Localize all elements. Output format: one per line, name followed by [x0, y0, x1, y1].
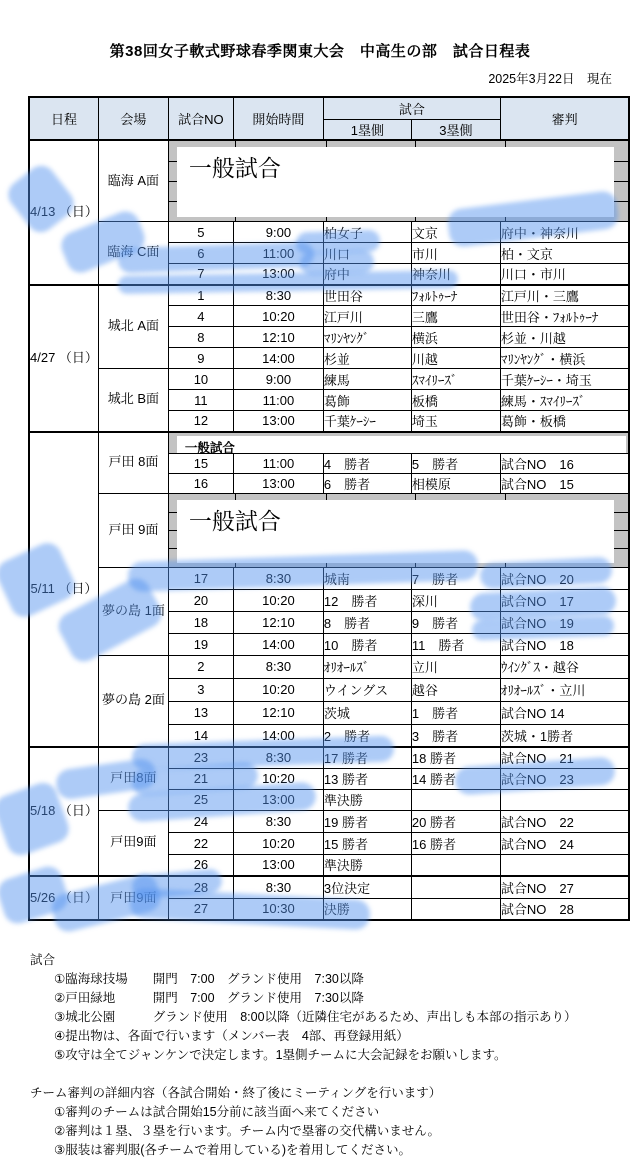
cell-no: 26: [168, 854, 233, 876]
cell-time: 8:30: [233, 285, 323, 306]
cell-no: 13: [168, 701, 233, 724]
cell-third: 市川: [411, 243, 500, 264]
cell-first: ｵﾘｵｰﾙｽﾞ: [323, 655, 411, 678]
cell-third: 9 勝者: [411, 611, 500, 633]
cell-no: 18: [168, 611, 233, 633]
cell-time: 14:00: [233, 724, 323, 747]
cell-time: 10:20: [233, 306, 323, 327]
cell-time: 11:00: [233, 390, 323, 411]
col-header-umpire: 審判: [500, 97, 629, 140]
cell-first: 世田谷: [323, 285, 411, 306]
cell-third: 越谷: [411, 678, 500, 701]
page-title: 第38回女子軟式野球春季関東大会 中高生の部 試合日程表: [109, 43, 531, 60]
general-game-label: 一般試合: [177, 147, 615, 217]
cell-third: 深川: [411, 589, 500, 611]
cell-first: 川口: [323, 243, 411, 264]
cell-venue: 臨海 A面: [98, 140, 168, 222]
cell-venue: 城北 A面: [98, 285, 168, 369]
cell-third: 板橋: [411, 390, 500, 411]
notes-game-heading: 試合: [30, 953, 56, 967]
cell-ump: ｳｲﾝｸﾞｽ・越谷: [500, 655, 629, 678]
col-header-venue: 会場: [98, 97, 168, 140]
cell-time: 13:00: [233, 411, 323, 432]
cell-ump: 試合NO 27: [500, 876, 629, 898]
cell-no: 8: [168, 327, 233, 348]
cell-time: 13:00: [233, 789, 323, 810]
cell-ump: 府中・神奈川: [500, 222, 629, 243]
cell-date: 4/27 （日）: [29, 285, 98, 432]
cell-venue: 夢の島 1面: [98, 567, 168, 655]
cell-time: 10:30: [233, 898, 323, 920]
cell-ump: 川口・市川: [500, 264, 629, 285]
cell-third: 16 勝者: [411, 832, 500, 854]
schedule-table-body: [29, 140, 629, 920]
cell-third: 18 勝者: [411, 747, 500, 768]
cell-ump: 練馬・ｽﾏｲﾘｰｽﾞ: [500, 390, 629, 411]
cell-first: 練馬: [323, 369, 411, 390]
col-header-game-no: 試合NO: [168, 97, 233, 140]
cell-first: 府中: [323, 264, 411, 285]
cell-first: ﾏﾘﾝﾔﾝｸﾞ: [323, 327, 411, 348]
cell-no: 16: [168, 473, 233, 493]
cell-ump: 試合NO 17: [500, 589, 629, 611]
cell-no: 25: [168, 789, 233, 810]
cell-no: 9: [168, 348, 233, 369]
cell-time: 12:10: [233, 701, 323, 724]
cell-date: 4/13 （日）: [29, 140, 98, 285]
cell-first: 8 勝者: [323, 611, 411, 633]
cell-time: 10:20: [233, 589, 323, 611]
cell-first: 準決勝: [323, 789, 411, 810]
col-header-game: 試合: [323, 97, 500, 119]
cell-first: 12 勝者: [323, 589, 411, 611]
cell-ump: 葛飾・板橋: [500, 411, 629, 432]
cell-time: 13:00: [233, 854, 323, 876]
notes-game-items: [30, 970, 640, 1065]
cell-third: 立川: [411, 655, 500, 678]
cell-time: 8:30: [233, 567, 323, 589]
cell-venue: 臨海 C面: [98, 222, 168, 285]
cell-no: 4: [168, 306, 233, 327]
cell-first: 10 勝者: [323, 633, 411, 655]
cell-first: 4 勝者: [323, 453, 411, 473]
cell-first: 葛飾: [323, 390, 411, 411]
cell-third: ｽﾏｲﾘｰｽﾞ: [411, 369, 500, 390]
notes-umpire-items: [30, 1103, 640, 1160]
cell-third: 3 勝者: [411, 724, 500, 747]
cell-third: 神奈川: [411, 264, 500, 285]
cell-time: 11:00: [233, 243, 323, 264]
cell-first: ウイングス: [323, 678, 411, 701]
cell-first: 2 勝者: [323, 724, 411, 747]
cell-third: 5 勝者: [411, 453, 500, 473]
cell-ump: 試合NO 20: [500, 567, 629, 589]
cell-first: 15 勝者: [323, 832, 411, 854]
general-game-band: [168, 140, 629, 222]
cell-no: 11: [168, 390, 233, 411]
cell-ump: 茨城・1勝者: [500, 724, 629, 747]
cell-ump: 試合NO 22: [500, 810, 629, 832]
cell-third: [411, 876, 500, 898]
note-item: ③城北公園 グランド使用 8:00以降（近隣住宅があるため、声出しも本部の指示あり）: [54, 1010, 577, 1024]
cell-no: 17: [168, 567, 233, 589]
cell-no: 23: [168, 747, 233, 768]
cell-first: 茨城: [323, 701, 411, 724]
cell-time: 10:20: [233, 768, 323, 789]
note-item: ①審判のチームは試合開始15分前に該当面へ来てください: [54, 1105, 380, 1119]
general-game-band-small: [168, 432, 629, 454]
cell-time: 13:00: [233, 264, 323, 285]
cell-no: 24: [168, 810, 233, 832]
cell-first: 決勝: [323, 898, 411, 920]
cell-first: 城南: [323, 567, 411, 589]
cell-third: [411, 898, 500, 920]
cell-third: 三鷹: [411, 306, 500, 327]
cell-time: 12:10: [233, 611, 323, 633]
cell-time: 8:30: [233, 876, 323, 898]
cell-no: 3: [168, 678, 233, 701]
notes-game: [30, 951, 640, 1160]
cell-third: 7 勝者: [411, 567, 500, 589]
cell-venue: 戸田9面: [98, 876, 168, 920]
note-item: ②戸田緑地 開門 7:00 グランド使用 7:30以降: [54, 991, 364, 1005]
note-item: ④提出物は、各面で行います（メンバー表 4部、再登録用紙）: [54, 1029, 409, 1043]
cell-ump: 試合NO 14: [500, 701, 629, 724]
cell-no: 7: [168, 264, 233, 285]
cell-ump: 柏・文京: [500, 243, 629, 264]
cell-first: 千葉ｹｰｼｰ: [323, 411, 411, 432]
cell-ump: 試合NO 23: [500, 768, 629, 789]
col-header-first-base: 1塁側: [323, 119, 411, 140]
cell-ump: 世田谷・ﾌｫﾙﾄｩｰﾅ: [500, 306, 629, 327]
cell-third: 相模原: [411, 473, 500, 493]
cell-ump: ｵﾘｵｰﾙｽﾞ・立川: [500, 678, 629, 701]
cell-third: 埼玉: [411, 411, 500, 432]
cell-time: 12:10: [233, 327, 323, 348]
cell-first: 17 勝者: [323, 747, 411, 768]
cell-no: 1: [168, 285, 233, 306]
col-header-third-base: 3塁側: [411, 119, 500, 140]
general-game-label: 一般試合: [177, 436, 627, 453]
cell-ump: ﾏﾘﾝﾔﾝｸﾞ・横浜: [500, 348, 629, 369]
cell-ump: 試合NO 18: [500, 633, 629, 655]
cell-third: 11 勝者: [411, 633, 500, 655]
cell-venue: 戸田 9面: [98, 493, 168, 567]
cell-ump: 試合NO 19: [500, 611, 629, 633]
cell-date: 5/26 （日）: [29, 876, 98, 920]
cell-venue: 戸田9面: [98, 810, 168, 876]
cell-time: 10:20: [233, 678, 323, 701]
cell-no: 27: [168, 898, 233, 920]
cell-date: 5/11 （日）: [29, 432, 98, 748]
cell-ump: 千葉ｹｰｼｰ・埼玉: [500, 369, 629, 390]
cell-no: 28: [168, 876, 233, 898]
cell-third: ﾌｫﾙﾄｩｰﾅ: [411, 285, 500, 306]
cell-no: 12: [168, 411, 233, 432]
cell-third: [411, 854, 500, 876]
cell-third: 14 勝者: [411, 768, 500, 789]
cell-no: 10: [168, 369, 233, 390]
cell-no: 21: [168, 768, 233, 789]
cell-no: 20: [168, 589, 233, 611]
cell-first: 3位決定: [323, 876, 411, 898]
cell-time: 8:30: [233, 810, 323, 832]
cell-time: 9:00: [233, 369, 323, 390]
cell-ump: 試合NO 16: [500, 453, 629, 473]
cell-time: 13:00: [233, 473, 323, 493]
cell-ump: 試合NO 28: [500, 898, 629, 920]
note-item: ⑤攻守は全てジャンケンで決定します。1塁側チームに大会記録をお願いします。: [54, 1048, 507, 1062]
cell-ump: [500, 854, 629, 876]
cell-time: 9:00: [233, 222, 323, 243]
cell-time: 11:00: [233, 453, 323, 473]
col-header-start-time: 開始時間: [233, 97, 323, 140]
cell-first: 江戸川: [323, 306, 411, 327]
cell-first: 13 勝者: [323, 768, 411, 789]
cell-no: 15: [168, 453, 233, 473]
as-of-date: 2025年3月22日 現在: [488, 72, 612, 86]
cell-time: 14:00: [233, 633, 323, 655]
cell-ump: 杉並・川越: [500, 327, 629, 348]
general-game-label: 一般試合: [177, 500, 615, 563]
cell-first: 準決勝: [323, 854, 411, 876]
cell-ump: 試合NO 15: [500, 473, 629, 493]
cell-time: 14:00: [233, 348, 323, 369]
cell-venue: 城北 B面: [98, 369, 168, 432]
cell-ump: 試合NO 24: [500, 832, 629, 854]
note-item: ②審判は１塁、３塁を行います。チーム内で塁審の交代構いません。: [54, 1124, 440, 1138]
notes-umpire-heading: チーム審判の詳細内容（各試合開始・終了後にミーティングを行います）: [30, 1086, 442, 1100]
col-header-date: 日程: [29, 97, 98, 140]
cell-third: 1 勝者: [411, 701, 500, 724]
cell-no: 14: [168, 724, 233, 747]
cell-first: 柏女子: [323, 222, 411, 243]
cell-first: 19 勝者: [323, 810, 411, 832]
cell-first: 6 勝者: [323, 473, 411, 493]
cell-no: 5: [168, 222, 233, 243]
cell-venue: 夢の島 2面: [98, 655, 168, 747]
cell-time: 8:30: [233, 655, 323, 678]
cell-venue: 戸田8面: [98, 747, 168, 810]
cell-third: 20 勝者: [411, 810, 500, 832]
schedule-table: [28, 96, 630, 921]
note-item: ①臨海球技場 開門 7:00 グランド使用 7:30以降: [54, 972, 364, 986]
cell-no: 22: [168, 832, 233, 854]
cell-no: 6: [168, 243, 233, 264]
cell-third: 川越: [411, 348, 500, 369]
cell-third: 横浜: [411, 327, 500, 348]
cell-first: 杉並: [323, 348, 411, 369]
cell-time: 8:30: [233, 747, 323, 768]
cell-ump: 試合NO 21: [500, 747, 629, 768]
general-game-band: [168, 493, 629, 567]
cell-ump: 江戸川・三鷹: [500, 285, 629, 306]
cell-ump: [500, 789, 629, 810]
cell-venue: 戸田 8面: [98, 432, 168, 494]
notes-umpire: [30, 1084, 640, 1160]
note-item: ③服装は審判服(各チームで着用している)を着用してください。: [54, 1143, 412, 1157]
cell-no: 19: [168, 633, 233, 655]
cell-third: [411, 789, 500, 810]
cell-no: 2: [168, 655, 233, 678]
cell-date: 5/18 （日）: [29, 747, 98, 876]
cell-third: 文京: [411, 222, 500, 243]
cell-time: 10:20: [233, 832, 323, 854]
